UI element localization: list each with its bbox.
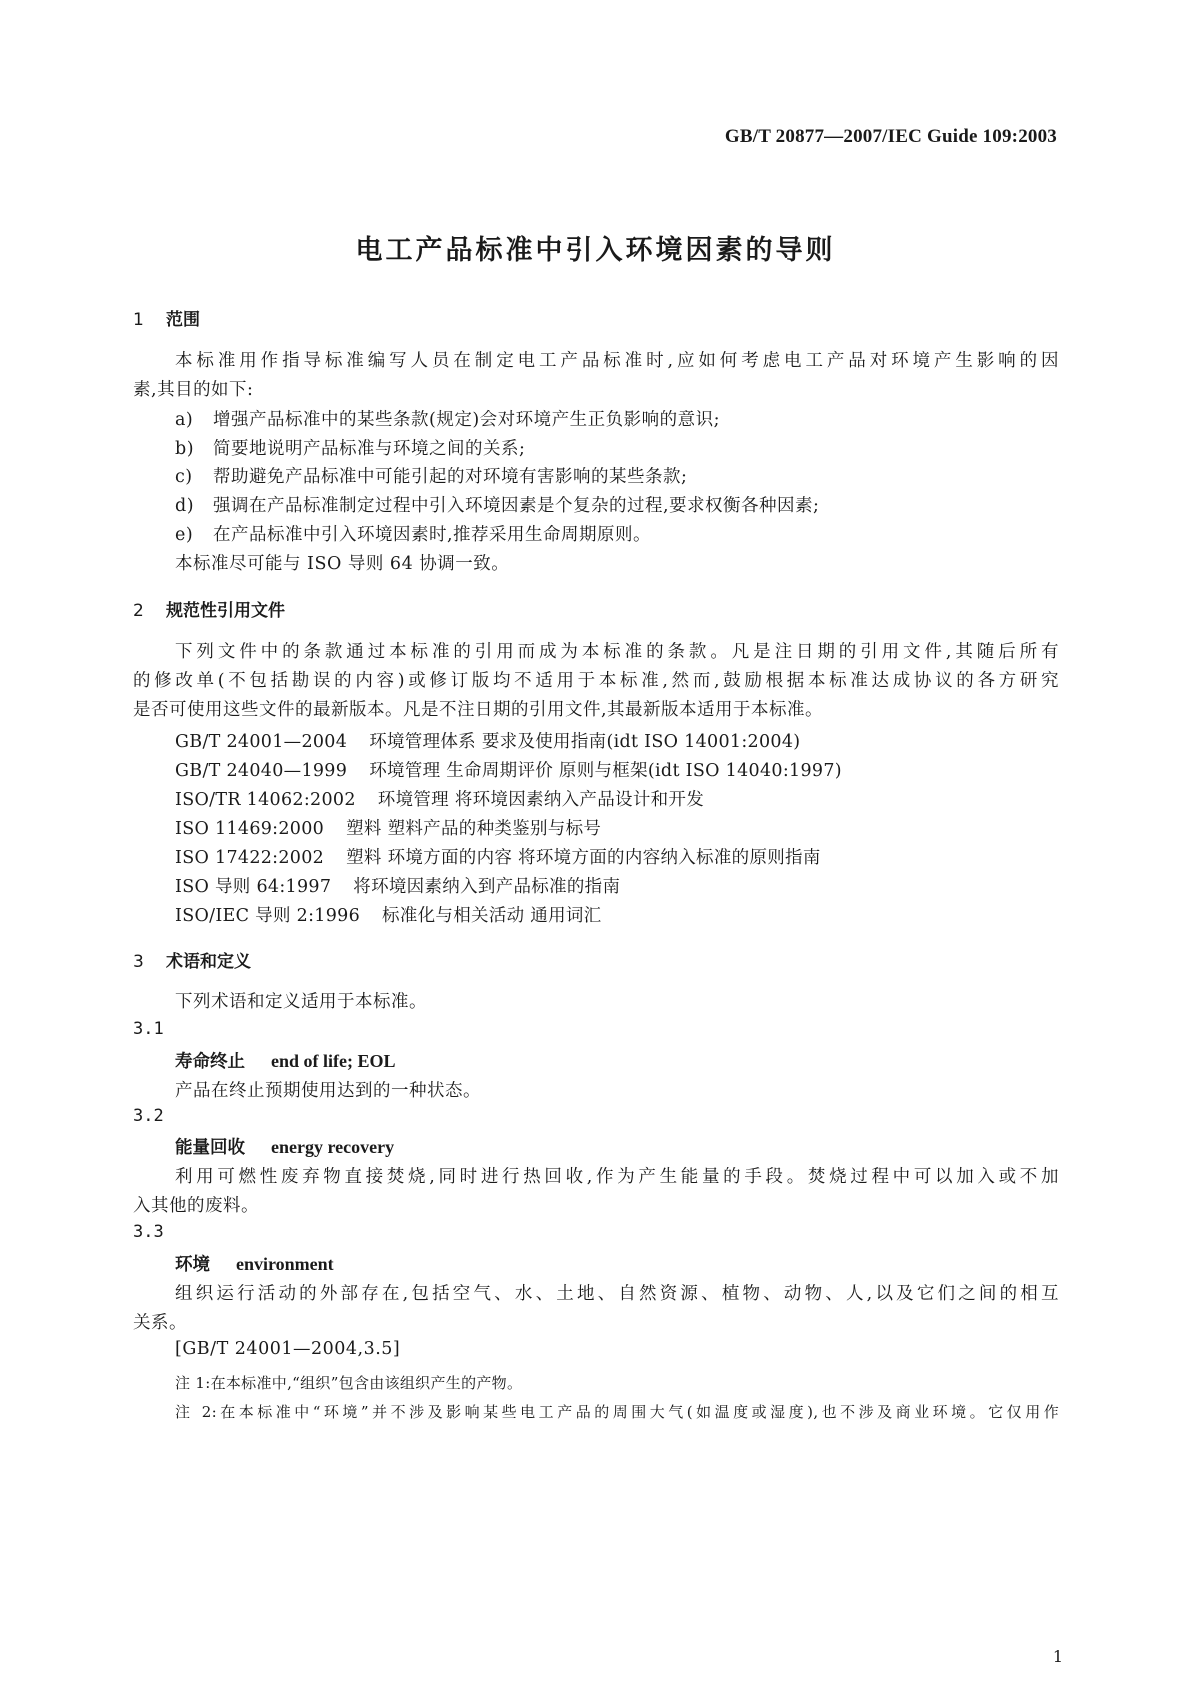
list-marker: e) (175, 525, 194, 545)
paragraph-line: 的修改单(不包括勘误的内容)或修订版均不适用于本标准,然而,鼓励根据本标准达成协议的各方研究 (133, 671, 1059, 691)
section-title: 规范性引用文件 (166, 601, 285, 621)
paragraph-line: 下列术语和定义适用于本标准。 (175, 992, 427, 1012)
reference-item (175, 844, 843, 869)
reference-item (175, 873, 642, 898)
term-definition: 利用可燃性废弃物直接焚烧,同时进行热回收,作为产生能量的手段。焚烧过程中可以加入或不加 (175, 1167, 1059, 1187)
term-en: end of life; EOL (271, 1051, 396, 1071)
reference-item (175, 786, 726, 811)
term-entry (175, 1251, 334, 1276)
reference-title: 将环境因素纳入到产品标准的指南 (353, 877, 621, 897)
term-definition-cont: 入其他的废料。 (133, 1196, 259, 1216)
reference-title: 环境管理 生命周期评价 原则与框架(idt ISO 14040:1997) (369, 761, 842, 781)
term-source: [GB/T 24001—2004,3.5] (175, 1339, 401, 1359)
term-number: 3.3 (133, 1222, 164, 1242)
paragraph-line: 下列文件中的条款通过本标准的引用而成为本标准的条款。凡是注日期的引用文件,其随后所有 (175, 642, 1059, 662)
note-1: 注 1:在本标准中,“组织”包含由该组织产生的产物。 (175, 1374, 523, 1392)
list-item: e) 在产品标准中引入环境因素时,推荐采用生命周期原则。 (175, 525, 652, 545)
list-item: b) 简要地说明产品标准与环境之间的关系; (175, 439, 526, 459)
list-marker: b) (175, 439, 195, 459)
reference-code: ISO 17422:2002 (175, 848, 325, 868)
document-title: 电工产品标准中引入环境因素的导则 (355, 235, 836, 266)
reference-title: 环境管理 将环境因素纳入产品设计和开发 (377, 790, 705, 810)
reference-title: 环境管理体系 要求及使用指南(idt ISO 14001:2004) (369, 732, 801, 752)
list-marker: a) (175, 410, 194, 430)
reference-code: ISO/TR 14062:2002 (175, 790, 356, 810)
term-zh: 寿命终止 (175, 1052, 245, 1072)
term-en: environment (236, 1254, 334, 1274)
list-marker: c) (175, 467, 193, 487)
term-definition: 组织运行活动的外部存在,包括空气、水、土地、自然资源、植物、动物、人,以及它们之间的相互 (175, 1284, 1059, 1304)
paragraph-line: 是否可使用这些文件的最新版本。凡是不注日期的引用文件,其最新版本适用于本标准。 (133, 700, 824, 720)
reference-title: 塑料 塑料产品的种类鉴别与标号 (346, 819, 602, 839)
section-2-heading (133, 596, 285, 621)
term-number: 3.2 (133, 1106, 164, 1126)
list-item: c) 帮助避免产品标准中可能引起的对环境有害影响的某些条款; (175, 467, 688, 487)
term-en: energy recovery (271, 1137, 395, 1157)
term-definition-cont: 关系。 (133, 1313, 187, 1333)
reference-item (175, 728, 822, 753)
section-3-heading (133, 947, 251, 972)
section-title: 范围 (166, 310, 200, 330)
reference-item (175, 902, 623, 927)
reference-title: 标准化与相关活动 通用词汇 (382, 906, 602, 926)
reference-code: ISO/IEC 导则 2:1996 (175, 906, 361, 926)
reference-code: GB/T 24001—2004 (175, 732, 348, 752)
list-marker: d) (175, 496, 195, 516)
paragraph-line: 本标准用作指导标准编写人员在制定电工产品标准时,应如何考虑电工产品对环境产生影响的因 (175, 351, 1059, 371)
section-1-heading (133, 305, 200, 330)
list-item: d) 强调在产品标准制定过程中引入环境因素是个复杂的过程,要求权衡各种因素; (175, 496, 820, 516)
reference-title: 塑料 环境方面的内容 将环境方面的内容纳入标准的原则指南 (346, 848, 821, 868)
page-number: 1 (1052, 1647, 1063, 1666)
note-2: 注 2:在本标准中“环境”并不涉及影响某些电工产品的周围大气(如温度或湿度),也不涉及商业环境。它仅用作 (175, 1403, 1059, 1421)
term-entry (175, 1048, 396, 1073)
reference-item (175, 815, 623, 840)
term-definition: 产品在终止预期使用达到的一种状态。 (175, 1081, 481, 1101)
term-zh: 能量回收 (175, 1138, 245, 1158)
list-item: a) 增强产品标准中的某些条款(规定)会对环境产生正负影响的意识; (175, 410, 721, 430)
section-number: 2 (133, 601, 144, 621)
term-entry (175, 1134, 394, 1159)
paragraph-line: 本标准尽可能与 ISO 导则 64 协调一致。 (175, 554, 510, 574)
section-title: 术语和定义 (166, 952, 251, 972)
paragraph-line: 素,其目的如下: (133, 380, 254, 400)
reference-code: ISO 导则 64:1997 (175, 877, 332, 897)
term-number: 3.1 (133, 1019, 164, 1039)
section-number: 1 (133, 310, 144, 330)
reference-code: GB/T 24040—1999 (175, 761, 348, 781)
term-zh: 环境 (175, 1255, 210, 1275)
standard-number: GB/T 20877—2007/IEC Guide 109:2003 (724, 126, 1057, 147)
reference-code: ISO 11469:2000 (175, 819, 325, 839)
reference-item (175, 757, 864, 782)
section-number: 3 (133, 952, 144, 972)
